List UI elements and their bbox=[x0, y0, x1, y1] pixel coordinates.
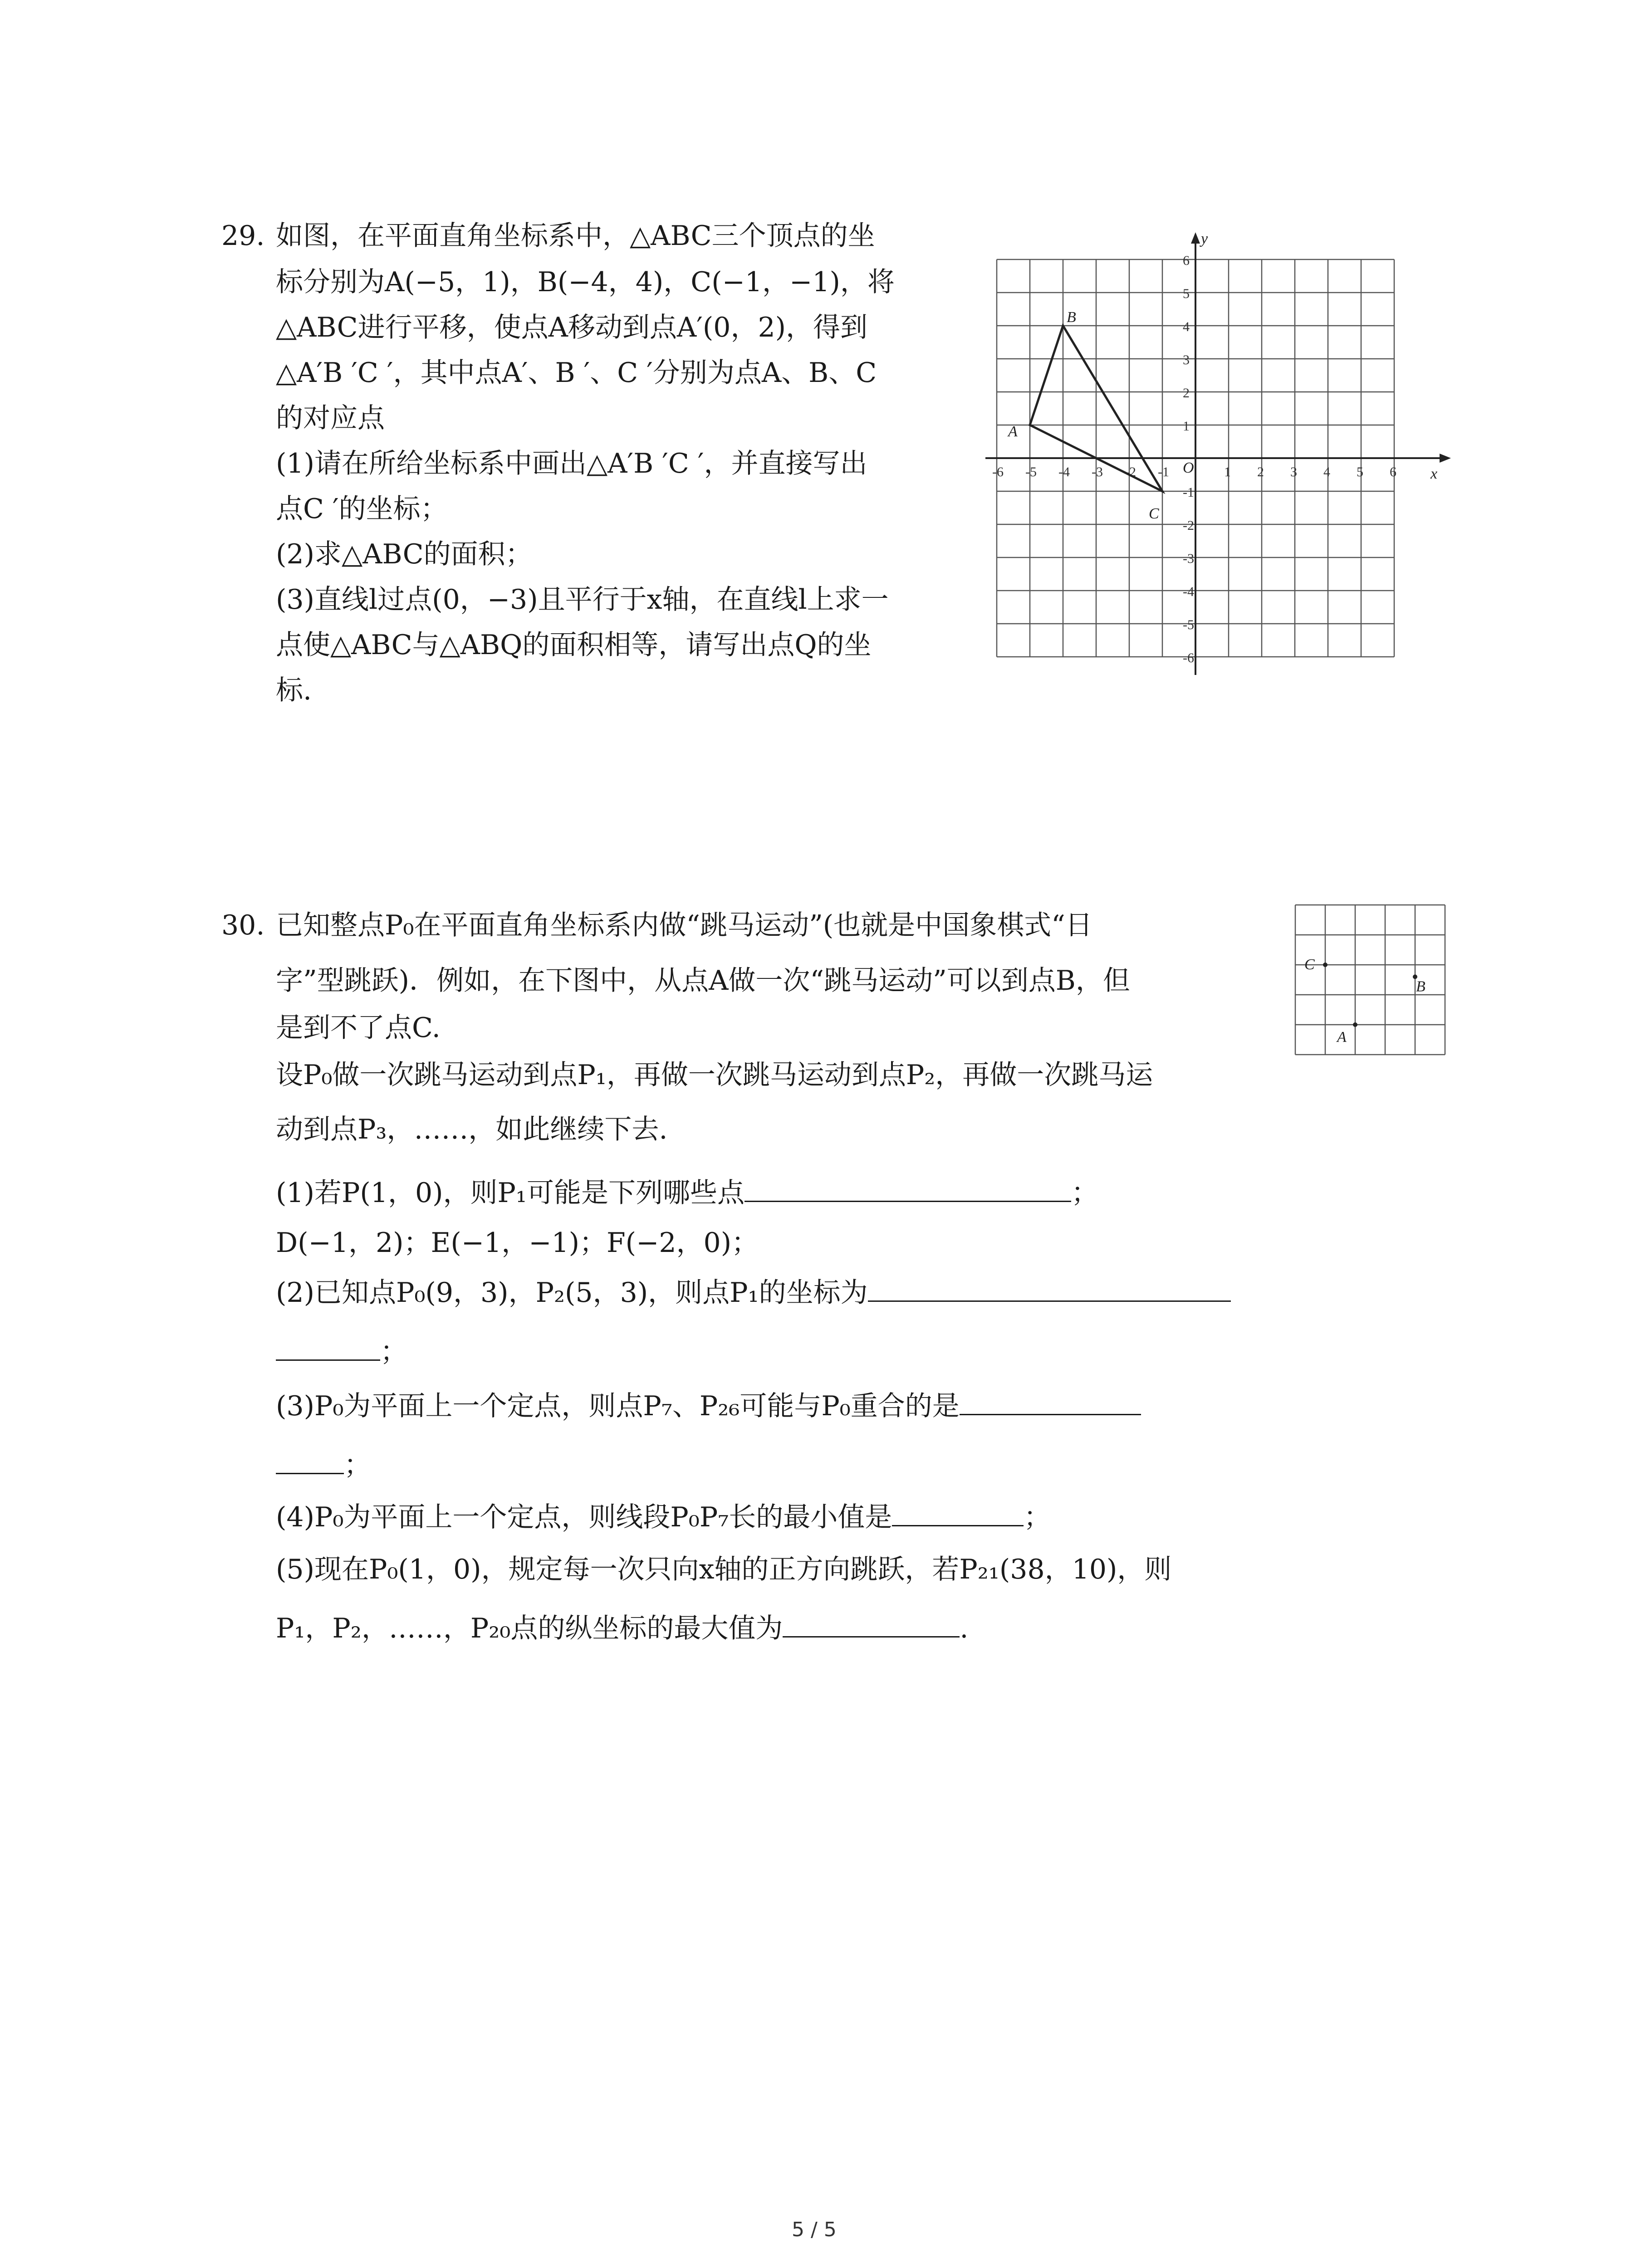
x-tick-label: -5 bbox=[1025, 464, 1037, 479]
knight-point-a bbox=[1353, 1022, 1357, 1027]
x-tick-label: -6 bbox=[992, 464, 1004, 479]
q29-line-8: (2)求△ABC的面积； bbox=[276, 538, 533, 570]
vertex-label-c: C bbox=[1149, 505, 1159, 522]
q30-knight-grid bbox=[1293, 903, 1461, 1066]
q30-intro-line-3: 是到不了点C. bbox=[276, 1012, 441, 1044]
x-tick-label: -1 bbox=[1158, 464, 1169, 479]
vertex-label-a: A bbox=[1008, 423, 1018, 440]
knight-point-label-a: A bbox=[1337, 1029, 1347, 1046]
x-axis-label: x bbox=[1430, 465, 1438, 482]
q30-intro-line-2: 字”型跳跃)．例如，在下图中，从点A做一次“跳马运动”可以到点B，但 bbox=[276, 965, 1130, 997]
y-tick-label: 4 bbox=[1183, 319, 1190, 334]
q30-part-5-text: P₁，P₂，……，P₂₀点的纵坐标的最大值为 bbox=[276, 1613, 783, 1644]
q29-line-7: 点C ′的坐标； bbox=[276, 493, 448, 525]
x-tick-label: 1 bbox=[1224, 464, 1231, 479]
y-tick-label: -1 bbox=[1183, 485, 1194, 500]
q29-line-11: 标. bbox=[276, 675, 312, 706]
q30-part-3-cont bbox=[276, 1447, 371, 1483]
q30-answer-blank-2b[interactable] bbox=[276, 1334, 380, 1361]
y-tick-label: 1 bbox=[1183, 419, 1190, 434]
x-axis-arrow bbox=[1440, 454, 1451, 463]
y-tick-label: -4 bbox=[1183, 584, 1194, 599]
q29-line-1: 如图，在平面直角坐标系中，△ABC三个顶点的坐 bbox=[276, 220, 875, 252]
q30-part-2-cont bbox=[276, 1334, 407, 1370]
x-tick-label: -3 bbox=[1092, 464, 1103, 479]
q29-line-9: (3)直线l过点(0，−3)且平行于x轴，在直线l上求一 bbox=[276, 584, 889, 616]
knight-point-c bbox=[1323, 963, 1327, 967]
q30-answer-blank-3a[interactable] bbox=[960, 1388, 1141, 1415]
q30-part-1-options: D(−1，2)；E(−1，−1)；F(−2，0)； bbox=[276, 1227, 759, 1259]
q30-answer-blank-5[interactable] bbox=[783, 1611, 960, 1637]
q30-part-2-end: ； bbox=[380, 1336, 407, 1368]
question-30-number: 30. bbox=[221, 909, 265, 941]
x-tick-label: 3 bbox=[1290, 464, 1297, 479]
q30-part-1-end: ； bbox=[1071, 1177, 1098, 1209]
q30-intro-line-4: 设P₀做一次跳马运动到点P₁，再做一次跳马运动到点P₂，再做一次跳马运 bbox=[276, 1059, 1153, 1091]
q30-answer-blank-3b[interactable] bbox=[276, 1447, 344, 1474]
y-tick-label: -2 bbox=[1183, 518, 1194, 533]
q29-line-6: (1)请在所给坐标系中画出△A′B ′C ′，并直接写出 bbox=[276, 448, 867, 479]
y-tick-label: 5 bbox=[1183, 286, 1190, 301]
q30-part-5b bbox=[276, 1610, 968, 1647]
q29-line-10: 点使△ABC与△ABQ的面积相等，请写出点Q的坐 bbox=[276, 629, 872, 661]
q29-line-3: △ABC进行平移，使点A移动到点A′(0，2)，得到 bbox=[276, 312, 868, 343]
q30-part-4-end: ； bbox=[1024, 1501, 1051, 1533]
q30-part-4 bbox=[276, 1499, 1051, 1535]
q30-part-2 bbox=[276, 1275, 1231, 1311]
y-tick-label: -5 bbox=[1183, 617, 1194, 632]
y-tick-label: 2 bbox=[1183, 386, 1190, 401]
y-tick-label: -3 bbox=[1183, 551, 1194, 566]
x-tick-label: 6 bbox=[1390, 464, 1396, 479]
y-tick-label: -6 bbox=[1183, 650, 1194, 665]
knight-point-label-b: B bbox=[1416, 978, 1425, 995]
x-tick-label: -4 bbox=[1058, 464, 1070, 479]
q30-intro-line-1: 已知整点P₀在平面直角坐标系内做“跳马运动”(也就是中国象棋式“日 bbox=[276, 909, 1092, 941]
q30-answer-blank-1[interactable] bbox=[745, 1175, 1071, 1202]
y-tick-label: 3 bbox=[1183, 352, 1190, 367]
q30-part-3-end: ； bbox=[344, 1449, 371, 1481]
q30-part-3 bbox=[276, 1388, 1141, 1424]
knight-point-label-c: C bbox=[1304, 956, 1315, 973]
q30-part-4-text: (4)P₀为平面上一个定点，则线段P₀P₇长的最小值是 bbox=[276, 1501, 892, 1533]
q30-part-1 bbox=[276, 1175, 1098, 1211]
q30-part-1-text: (1)若P(1，0)，则P₁可能是下列哪些点 bbox=[276, 1177, 745, 1209]
origin-label: O bbox=[1183, 459, 1194, 476]
x-tick-label: -2 bbox=[1125, 464, 1136, 479]
q29-line-5: 的对应点 bbox=[276, 402, 385, 434]
q30-answer-blank-4[interactable] bbox=[892, 1500, 1024, 1526]
q29-line-4: △A′B ′C ′，其中点A′、B ′、C ′分别为点A、B、C bbox=[276, 357, 877, 389]
y-axis-arrow bbox=[1191, 232, 1200, 244]
q30-part-5-end: . bbox=[960, 1613, 969, 1644]
q30-part-2-text: (2)已知点P₀(9，3)，P₂(5，3)，则点P₁的坐标为 bbox=[276, 1277, 868, 1309]
page-number: 5 / 5 bbox=[792, 2218, 837, 2241]
x-tick-label: 4 bbox=[1323, 464, 1330, 479]
q30-answer-blank-2a[interactable] bbox=[868, 1275, 1231, 1302]
y-tick-label: 6 bbox=[1183, 253, 1190, 268]
question-29-number: 29. bbox=[221, 220, 265, 252]
q30-part-3-text: (3)P₀为平面上一个定点，则点P₇、P₂₆可能与P₀重合的是 bbox=[276, 1390, 960, 1422]
vertex-label-b: B bbox=[1067, 309, 1076, 326]
q30-intro-line-5: 动到点P₃，……，如此继续下去. bbox=[276, 1114, 668, 1145]
y-axis-label: y bbox=[1201, 230, 1208, 247]
x-tick-label: 2 bbox=[1257, 464, 1264, 479]
q30-part-5a: (5)现在P₀(1，0)，规定每一次只向x轴的正方向跳跃，若P₂₁(38，10)，则 bbox=[276, 1554, 1172, 1585]
q29-coordinate-grid bbox=[962, 213, 1456, 689]
x-tick-label: 5 bbox=[1357, 464, 1363, 479]
q29-line-2: 标分别为A(−5，1)，B(−4，4)，C(−1，−1)，将 bbox=[276, 266, 895, 298]
